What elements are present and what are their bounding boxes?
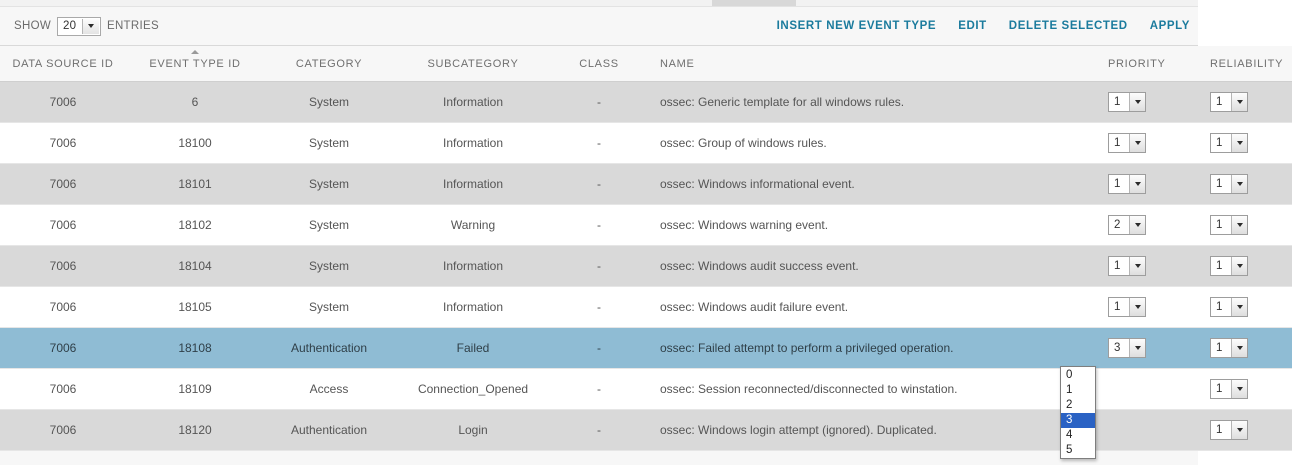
cell-priority [1094, 369, 1196, 410]
cell-reliability [1196, 205, 1292, 246]
cell-subcategory: Login [394, 410, 552, 451]
cell-subcategory: Failed [394, 328, 552, 369]
cell-data-source-id: 7006 [0, 123, 126, 164]
priority-value: 1 [1114, 96, 1121, 108]
sort-asc-icon [191, 50, 199, 54]
cell-priority [1094, 246, 1196, 287]
reliability-value: 1 [1216, 342, 1223, 354]
reliability-value: 1 [1216, 137, 1223, 149]
cell-reliability [1196, 164, 1292, 205]
cell-class: - [552, 164, 646, 205]
priority-select[interactable] [1108, 215, 1146, 235]
chevron-down-icon[interactable] [1231, 298, 1247, 316]
priority-select-open[interactable] [1108, 338, 1146, 358]
reliability-select[interactable] [1210, 379, 1248, 399]
table-row-selected[interactable] [0, 328, 1292, 369]
priority-select[interactable] [1108, 174, 1146, 194]
reliability-value: 1 [1216, 96, 1223, 108]
cell-event-type-id: 18120 [126, 410, 264, 451]
cell-data-source-id: 7006 [0, 164, 126, 205]
tab-indicator [712, 0, 796, 6]
reliability-select[interactable] [1210, 256, 1248, 276]
reliability-value: 1 [1216, 383, 1223, 395]
page-size-select[interactable] [57, 17, 101, 36]
cell-event-type-id: 18108 [126, 328, 264, 369]
table-header-row [0, 46, 1292, 82]
cell-reliability [1196, 410, 1292, 451]
cell-subcategory: Information [394, 287, 552, 328]
chevron-down-icon[interactable] [1231, 257, 1247, 275]
cell-priority [1094, 164, 1196, 205]
priority-value: 3 [1114, 342, 1121, 354]
cell-priority [1094, 82, 1196, 123]
cell-data-source-id: 7006 [0, 246, 126, 287]
column-header-reliability[interactable]: RELIABILITY [1196, 46, 1292, 82]
cell-reliability [1196, 82, 1292, 123]
priority-value: 1 [1114, 301, 1121, 313]
table-row[interactable] [0, 410, 1292, 451]
column-header-event-type-id[interactable] [126, 46, 264, 82]
table-row[interactable] [0, 287, 1292, 328]
priority-value: 2 [1114, 219, 1121, 231]
cell-subcategory: Information [394, 123, 552, 164]
chevron-down-icon[interactable] [1231, 216, 1247, 234]
table-row[interactable] [0, 205, 1292, 246]
cell-category: Authentication [264, 328, 394, 369]
cell-priority [1094, 205, 1196, 246]
cell-priority [1094, 328, 1196, 369]
entries-label: ENTRIES [106, 20, 159, 32]
dropdown-option-3-selected[interactable]: 3 [1061, 413, 1095, 428]
column-header-name[interactable]: NAME [646, 46, 1094, 82]
cell-name: ossec: Generic template for all windows rules. [646, 82, 1094, 123]
reliability-select[interactable] [1210, 215, 1248, 235]
cell-class: - [552, 246, 646, 287]
window-top-strip [0, 0, 1198, 7]
column-header-event-type-id-label: EVENT TYPE ID [149, 58, 241, 70]
cell-name: ossec: Windows audit failure event. [646, 287, 1094, 328]
cell-data-source-id: 7006 [0, 328, 126, 369]
chevron-down-icon[interactable] [1129, 298, 1145, 316]
cell-class: - [552, 369, 646, 410]
priority-select[interactable] [1108, 297, 1146, 317]
cell-subcategory: Information [394, 82, 552, 123]
reliability-select[interactable] [1210, 92, 1248, 112]
cell-name: ossec: Windows informational event. [646, 164, 1094, 205]
cell-category: Authentication [264, 410, 394, 451]
priority-value: 1 [1114, 260, 1121, 272]
page-size-value: 20 [62, 20, 77, 32]
dropdown-option-4[interactable]: 4 [1066, 429, 1073, 441]
cell-event-type-id: 18102 [126, 205, 264, 246]
dropdown-option-0[interactable]: 0 [1066, 369, 1073, 381]
cell-name: ossec: Session reconnected/disconnected to winstation. [646, 369, 1094, 410]
cell-reliability [1196, 123, 1292, 164]
toolbar-actions [777, 20, 1192, 32]
cell-reliability [1196, 246, 1292, 287]
reliability-value: 1 [1216, 301, 1223, 313]
chevron-down-icon[interactable] [1129, 257, 1145, 275]
cell-category: System [264, 246, 394, 287]
cell-priority [1094, 123, 1196, 164]
cell-category: System [264, 82, 394, 123]
cell-name: ossec: Windows audit success event. [646, 246, 1094, 287]
chevron-down-icon[interactable] [1231, 380, 1247, 398]
cell-name: ossec: Windows warning event. [646, 205, 1094, 246]
cell-reliability [1196, 287, 1292, 328]
chevron-down-icon[interactable] [82, 19, 99, 34]
cell-priority [1094, 410, 1196, 451]
chevron-down-icon[interactable] [1231, 93, 1247, 111]
event-types-table [0, 46, 1292, 451]
cell-subcategory: Information [394, 164, 552, 205]
chevron-down-icon[interactable] [1129, 134, 1145, 152]
cell-category: Access [264, 369, 394, 410]
chevron-down-icon[interactable] [1129, 93, 1145, 111]
column-header-data-source-id[interactable]: DATA SOURCE ID [0, 46, 126, 82]
column-header-subcategory[interactable]: SUBCATEGORY [394, 46, 552, 82]
table-row[interactable] [0, 123, 1292, 164]
cell-name: ossec: Windows login attempt (ignored). Duplicated. [646, 410, 1094, 451]
cell-name: ossec: Failed attempt to perform a privileged operation. [646, 328, 1094, 369]
chevron-down-icon[interactable] [1231, 339, 1247, 357]
cell-class: - [552, 410, 646, 451]
cell-data-source-id: 7006 [0, 82, 126, 123]
reliability-value: 1 [1216, 219, 1223, 231]
reliability-value: 1 [1216, 260, 1223, 272]
priority-value: 1 [1114, 178, 1121, 190]
cell-event-type-id: 18100 [126, 123, 264, 164]
dropdown-option-1[interactable]: 1 [1066, 384, 1073, 396]
reliability-value: 1 [1216, 424, 1223, 436]
priority-select[interactable] [1108, 92, 1146, 112]
table-toolbar [0, 7, 1198, 46]
cell-class: - [552, 287, 646, 328]
cell-class: - [552, 328, 646, 369]
column-header-class[interactable]: CLASS [552, 46, 646, 82]
column-header-category[interactable]: CATEGORY [264, 46, 394, 82]
table-row[interactable] [0, 369, 1292, 410]
cell-category: System [264, 287, 394, 328]
cell-subcategory: Information [394, 246, 552, 287]
cell-data-source-id: 7006 [0, 205, 126, 246]
edit-button[interactable]: EDIT [958, 20, 987, 32]
cell-event-type-id: 18105 [126, 287, 264, 328]
cell-subcategory: Warning [394, 205, 552, 246]
chevron-down-icon[interactable] [1231, 175, 1247, 193]
reliability-value: 1 [1216, 178, 1223, 190]
chevron-down-icon[interactable] [1129, 175, 1145, 193]
chevron-down-icon[interactable] [1129, 339, 1145, 357]
column-header-priority[interactable]: PRIORITY [1094, 46, 1196, 82]
cell-reliability [1196, 369, 1292, 410]
cell-data-source-id: 7006 [0, 369, 126, 410]
table-row[interactable] [0, 246, 1292, 287]
table-body [0, 82, 1292, 451]
priority-value: 1 [1114, 137, 1121, 149]
cell-reliability [1196, 328, 1292, 369]
cell-class: - [552, 123, 646, 164]
cell-class: - [552, 82, 646, 123]
reliability-select[interactable] [1210, 174, 1248, 194]
show-label: SHOW [14, 20, 51, 32]
cell-category: System [264, 205, 394, 246]
show-entries-control [14, 17, 159, 36]
cell-category: System [264, 164, 394, 205]
dropdown-option-2[interactable]: 2 [1066, 399, 1073, 411]
priority-select[interactable] [1108, 256, 1146, 276]
cell-data-source-id: 7006 [0, 287, 126, 328]
cell-event-type-id: 18101 [126, 164, 264, 205]
cell-class: - [552, 205, 646, 246]
apply-button[interactable]: APPLY [1149, 20, 1190, 32]
cell-event-type-id: 6 [126, 82, 264, 123]
priority-select[interactable] [1108, 133, 1146, 153]
delete-selected-button[interactable]: DELETE SELECTED [1008, 20, 1128, 32]
table-row[interactable] [0, 164, 1292, 205]
reliability-select[interactable] [1210, 133, 1248, 153]
cell-data-source-id: 7006 [0, 410, 126, 451]
cell-subcategory: Connection_Opened [394, 369, 552, 410]
reliability-select[interactable] [1210, 297, 1248, 317]
cell-event-type-id: 18104 [126, 246, 264, 287]
table-row[interactable] [0, 82, 1292, 123]
dropdown-option-5[interactable]: 5 [1066, 444, 1073, 456]
cell-priority [1094, 287, 1196, 328]
priority-dropdown-menu[interactable] [1060, 366, 1096, 459]
chevron-down-icon[interactable] [1129, 216, 1145, 234]
insert-new-event-type-button[interactable]: INSERT NEW EVENT TYPE [776, 20, 937, 32]
cell-category: System [264, 123, 394, 164]
cell-event-type-id: 18109 [126, 369, 264, 410]
reliability-select[interactable] [1210, 420, 1248, 440]
reliability-select[interactable] [1210, 338, 1248, 358]
cell-name: ossec: Group of windows rules. [646, 123, 1094, 164]
chevron-down-icon[interactable] [1231, 134, 1247, 152]
chevron-down-icon[interactable] [1231, 421, 1247, 439]
